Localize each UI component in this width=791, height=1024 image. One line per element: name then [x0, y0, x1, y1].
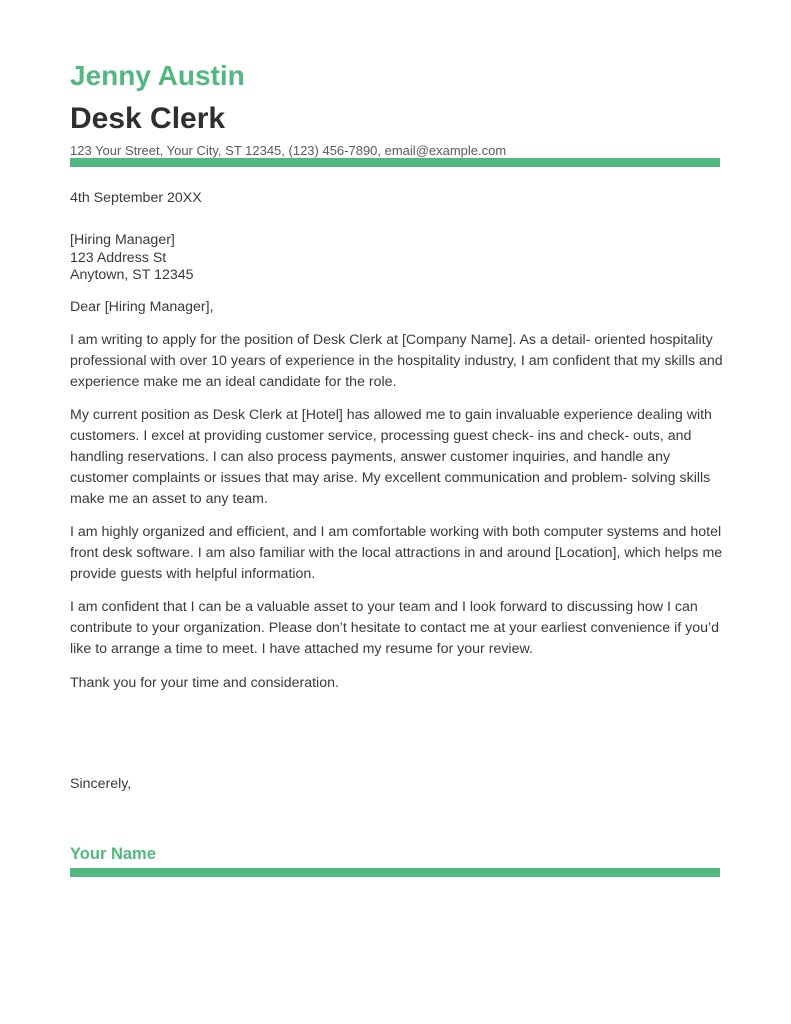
recipient-line-3: Anytown, ST 12345: [70, 267, 194, 283]
signature-name: Your Name: [70, 845, 156, 863]
closing-line: Sincerely,: [70, 776, 132, 792]
paragraph-experience: My current position as Desk Clerk at [Hotel] has allowed me to gain invaluable experience dealing with customers. I excel at providing customer service, processing guest check- ins and check- outs, and handling reservations. I can also process payments, answer customer inquiries, and handle any customer complaints or issues that may arise. My excellent communication and problem- solving skills make me an asset to any team.: [70, 407, 712, 507]
recipient-line-1: [Hiring Manager]: [70, 232, 175, 248]
job-title: Desk Clerk: [70, 102, 226, 135]
contact-info: 123 Your Street, Your City, ST 12345, (123) 456-7890, email@example.com: [70, 143, 507, 158]
letter-date: 4th September 20XX: [70, 190, 202, 206]
paragraph-closing: I am confident that I can be a valuable asset to your team and I look forward to discussing how I can contribute to your organization. Please don’t hesitate to contact me at your earliest convenience if you’d like to arrange a time to meet. I have attached my resume for your review.: [70, 599, 720, 657]
recipient-line-2: 123 Address St: [70, 249, 167, 266]
header-divider: [70, 158, 720, 167]
thank-you-line: Thank you for your time and consideration.: [70, 675, 339, 691]
paragraph-intro: I am writing to apply for the position of Desk Clerk at [Company Name]. As a detail- oriented hospitality professional with over 10 years of experience in the hospitality industry, I am confident that my skills and experience make me an ideal candidate for the role.: [70, 332, 723, 390]
salutation: Dear [Hiring Manager],: [70, 299, 214, 315]
recipient-address: [70, 232, 726, 285]
applicant-name: Jenny Austin: [70, 60, 245, 91]
footer-divider: [70, 868, 720, 877]
paragraph-skills: I am highly organized and efficient, and I am comfortable working with both computer systems and hotel front desk software. I am also familiar with the local attractions in and around [Location], which helps me provide guests with helpful information.: [70, 524, 723, 582]
